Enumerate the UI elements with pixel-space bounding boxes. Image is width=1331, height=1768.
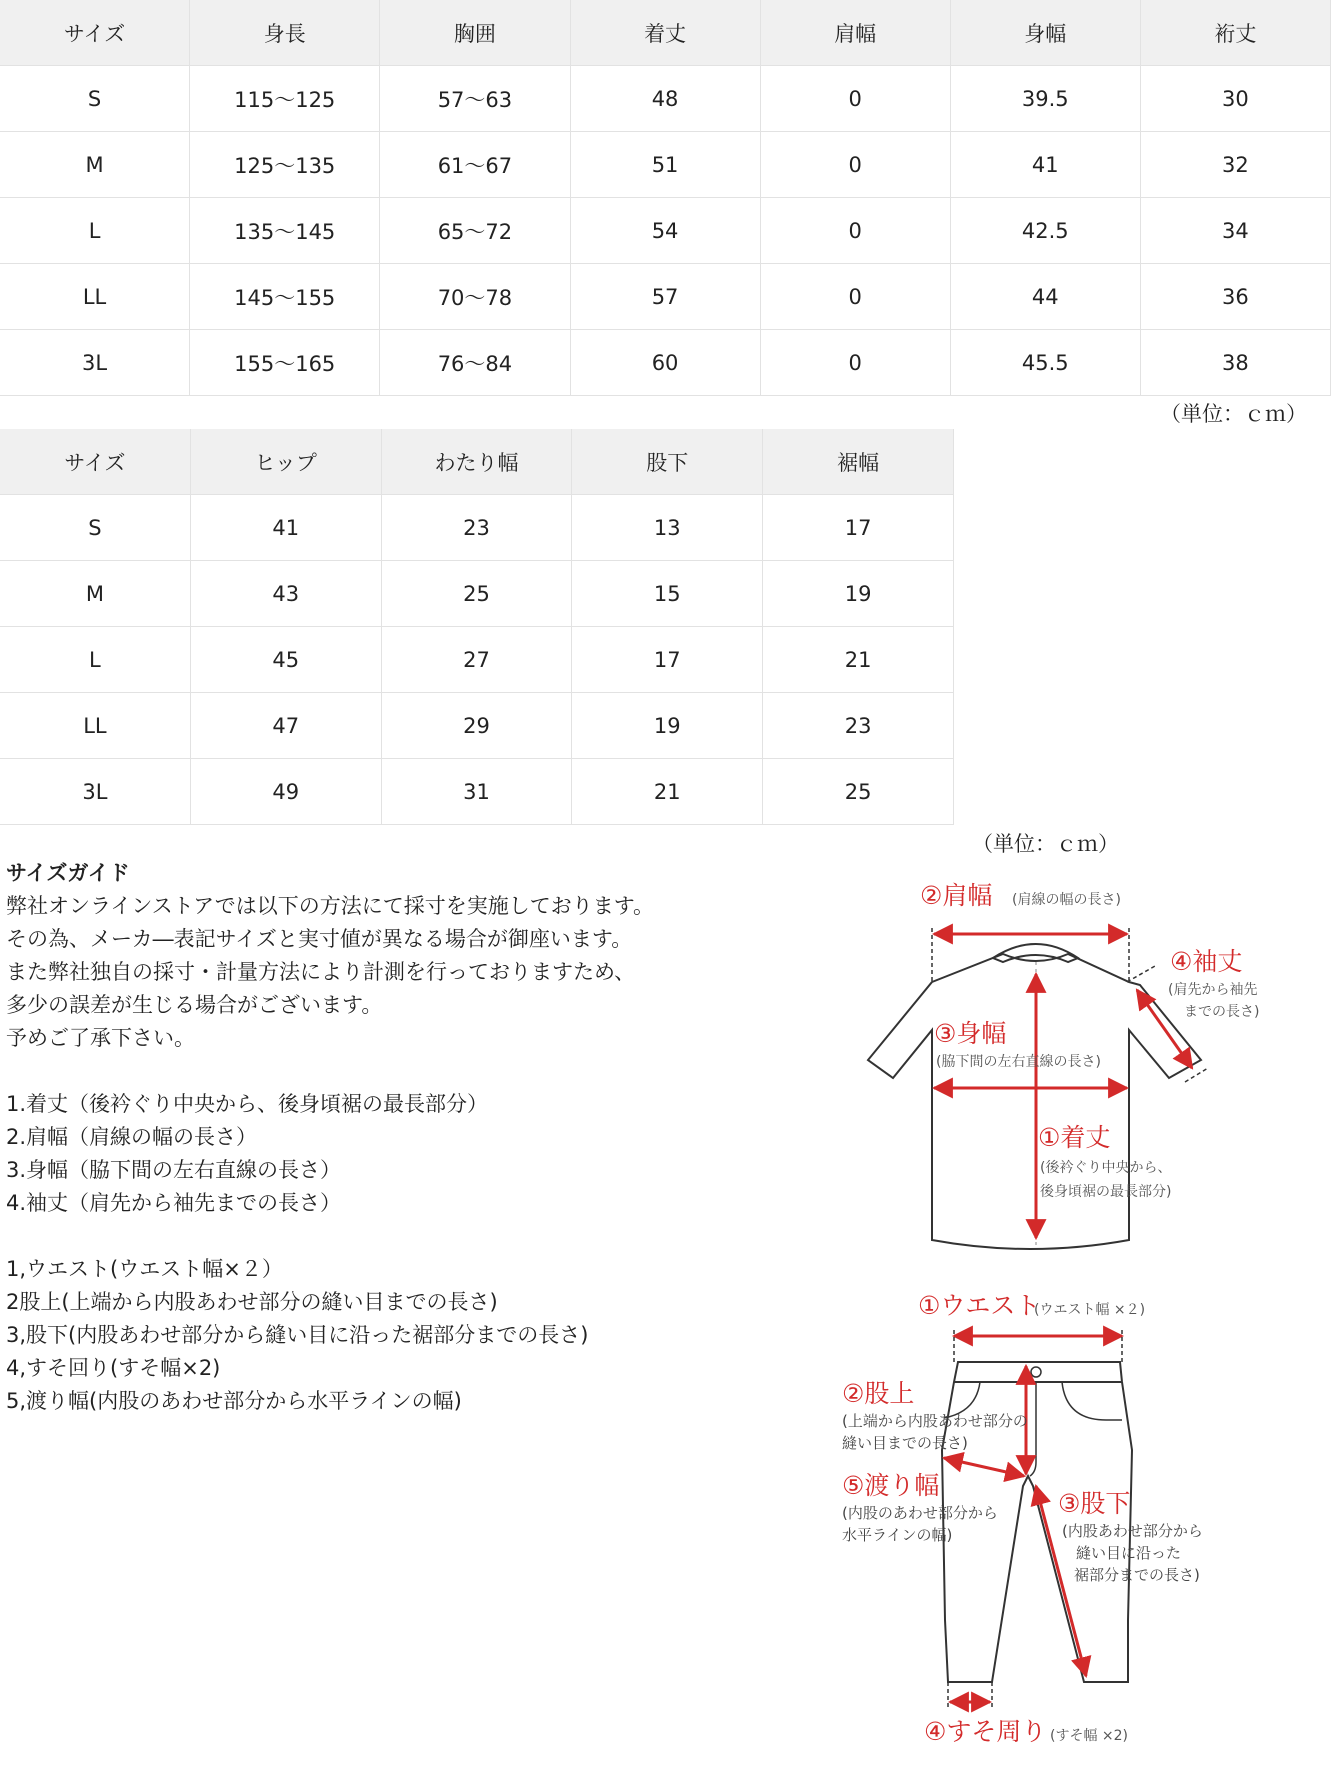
table-cell: 3L [0,759,190,825]
table-cell: 21 [572,759,763,825]
header-cell: ヒップ [190,429,381,495]
header-cell: 胸囲 [380,0,570,66]
table-cell: 145〜155 [190,264,380,330]
table-row [0,693,953,759]
table-row [0,759,953,825]
guide-top-item: 1.着丈（後衿ぐり中央から、後身頃裾の最長部分） [6,1092,489,1116]
table-cell: 0 [760,132,950,198]
thigh-sub: (内股のあわせ部分から [842,1504,998,1522]
header-cell: 裾幅 [763,429,954,495]
table-cell: 23 [381,495,572,561]
table-cell: 3L [0,330,190,396]
guide-bottom-item: 4,すそ回り(すそ幅×2) [6,1356,221,1380]
table-cell: 29 [381,693,572,759]
table-row [0,330,1331,396]
inseam-sub: 裾部分までの長さ) [1074,1566,1200,1584]
table-row [0,264,1331,330]
length-sub: (後衿ぐり中央から、 [1040,1160,1172,1176]
guide-top-item: 3.身幅（脇下間の左右直線の長さ） [6,1158,342,1182]
table-cell: 41 [190,495,381,561]
table-cell: 19 [572,693,763,759]
fly-line [1030,1382,1036,1476]
table-cell: 48 [570,66,760,132]
header-cell: 肩幅 [760,0,950,66]
guide-intro-line: 予めご了承下さい。 [6,1026,195,1050]
header-cell: サイズ [0,0,190,66]
table-cell: 70〜78 [380,264,570,330]
table-cell: L [0,627,190,693]
table-cell: 32 [1140,132,1330,198]
table-cell: L [0,198,190,264]
header-cell: 股下 [572,429,763,495]
table-cell: 60 [570,330,760,396]
table-cell: 0 [760,264,950,330]
table-cell: 76〜84 [380,330,570,396]
length-label: ①着丈 [1038,1123,1111,1152]
header-cell: 身幅 [950,0,1140,66]
table-cell: LL [0,693,190,759]
table-cell: 0 [760,330,950,396]
table-cell: 155〜165 [190,330,380,396]
table-cell: 42.5 [950,198,1140,264]
body-width-label: ③身幅 [934,1019,1007,1048]
guide-bottom-item: 1,ウエスト(ウエスト幅×２） [6,1257,283,1281]
waist-sub: (ウエスト幅 ×２) [1034,1302,1146,1318]
header-cell: わたり幅 [381,429,572,495]
rise-sub: (上端から内股あわせ部分の [842,1412,1028,1430]
sleeve-arrow [1137,990,1192,1068]
table-cell: 31 [381,759,572,825]
guide-intro-line: 弊社オンラインストアでは以下の方法にて採寸を実施しております。 [6,894,655,918]
table-cell: 135〜145 [190,198,380,264]
table-row [0,495,953,561]
table-cell: 44 [950,264,1140,330]
pocket-line [1062,1382,1122,1420]
table-header-row [0,0,1331,66]
inseam-sub: (内股あわせ部分から [1062,1522,1203,1540]
top-size-table [0,0,1331,396]
guide-line [1185,1068,1208,1082]
inseam-label: ③股下 [1058,1489,1131,1518]
table-cell: 15 [572,561,763,627]
header-cell: 身長 [190,0,380,66]
rise-label: ②股上 [842,1379,915,1408]
table-cell: 125〜135 [190,132,380,198]
table-cell: 39.5 [950,66,1140,132]
table-cell: 21 [763,627,954,693]
table-cell: 38 [1140,330,1330,396]
spacer [6,1055,826,1088]
guide-intro-line: その為、メーカ―表記サイズと実寸値が異なる場合が御座います。 [6,927,633,951]
table-cell: 13 [572,495,763,561]
guide-title: サイズガイド [6,861,130,885]
table-row [0,132,1331,198]
table-cell: 27 [381,627,572,693]
sleeve-sub: までの長さ) [1184,1004,1260,1020]
table-cell: 45.5 [950,330,1140,396]
header-cell: 着丈 [570,0,760,66]
table-cell: 30 [1140,66,1330,132]
table-cell: 25 [381,561,572,627]
table-row [0,561,953,627]
table-cell: 51 [570,132,760,198]
shoulder-label: ②肩幅 [920,881,993,910]
spacer [6,1220,826,1253]
table-cell: 57〜63 [380,66,570,132]
table-cell: 41 [950,132,1140,198]
thigh-arrow [944,1458,1024,1476]
guide-intro-line: 多少の誤差が生じる場合がございます。 [6,993,383,1017]
hem-label: ④すそ周り [924,1717,1047,1746]
pants-measurement-diagram [830,1290,1310,1760]
unit-note: （単位：ｃｍ） [972,832,1119,856]
unit-note: （単位：ｃｍ） [1160,402,1307,426]
inseam-sub: 縫い目に沿った [1076,1544,1182,1562]
guide-top-item: 2.肩幅（肩線の幅の長さ） [6,1125,258,1149]
header-cell: 裄丈 [1140,0,1330,66]
table-cell: 34 [1140,198,1330,264]
table-cell: 65〜72 [380,198,570,264]
table-cell: 115〜125 [190,66,380,132]
guide-top-item: 4.袖丈（肩先から袖先までの長さ） [6,1191,342,1215]
guide-bottom-item: 5,渡り幅(内股のあわせ部分から水平ラインの幅) [6,1389,462,1413]
table-cell: 49 [190,759,381,825]
table-cell: 0 [760,198,950,264]
table-cell: S [0,495,190,561]
shirt-collar [993,944,1078,962]
table-cell: 47 [190,693,381,759]
thigh-sub: 水平ラインの幅) [842,1526,953,1544]
table-cell: 43 [190,561,381,627]
table-cell: 17 [572,627,763,693]
table-cell: 17 [763,495,954,561]
table-cell: 45 [190,627,381,693]
table-cell: LL [0,264,190,330]
table-row [0,66,1331,132]
shirt-measurement-diagram [840,870,1310,1270]
sleeve-label: ④袖丈 [1170,947,1243,976]
waist-label: ①ウエスト [918,1291,1041,1320]
thigh-label: ⑤渡り幅 [842,1471,940,1500]
table-cell: 0 [760,66,950,132]
header-cell: サイズ [0,429,190,495]
guide-bottom-item: 2股上(上端から内股あわせ部分の縫い目までの長さ) [6,1290,498,1314]
table-cell: S [0,66,190,132]
table-cell: 61〜67 [380,132,570,198]
length-sub: 後身頃裾の最長部分) [1040,1184,1172,1200]
table-header-row [0,429,953,495]
table-cell: 36 [1140,264,1330,330]
sleeve-sub: (肩先から袖先 [1168,982,1258,998]
table-row [0,627,953,693]
table-cell: M [0,561,190,627]
table-cell: 57 [570,264,760,330]
shoulder-sub: (肩線の幅の長さ) [1012,892,1121,908]
button-icon [1031,1367,1041,1377]
body-width-sub: (脇下間の左右直線の長さ) [936,1054,1101,1070]
guide-bottom-item: 3,股下(内股あわせ部分から縫い目に沿った裾部分までの長さ) [6,1323,589,1347]
size-guide [6,857,826,1418]
table-cell: 54 [570,198,760,264]
guide-intro-line: また弊社独自の採寸・計量方法により計測を行っておりますため、 [6,960,636,984]
guide-line [1127,966,1155,982]
table-cell: 25 [763,759,954,825]
hem-sub: (すそ幅 ×2) [1050,1728,1129,1744]
table-cell: M [0,132,190,198]
table-cell: 23 [763,693,954,759]
table-row [0,198,1331,264]
table-cell: 19 [763,561,954,627]
bottom-size-table [0,429,954,825]
rise-sub: 縫い目までの長さ) [842,1434,968,1452]
